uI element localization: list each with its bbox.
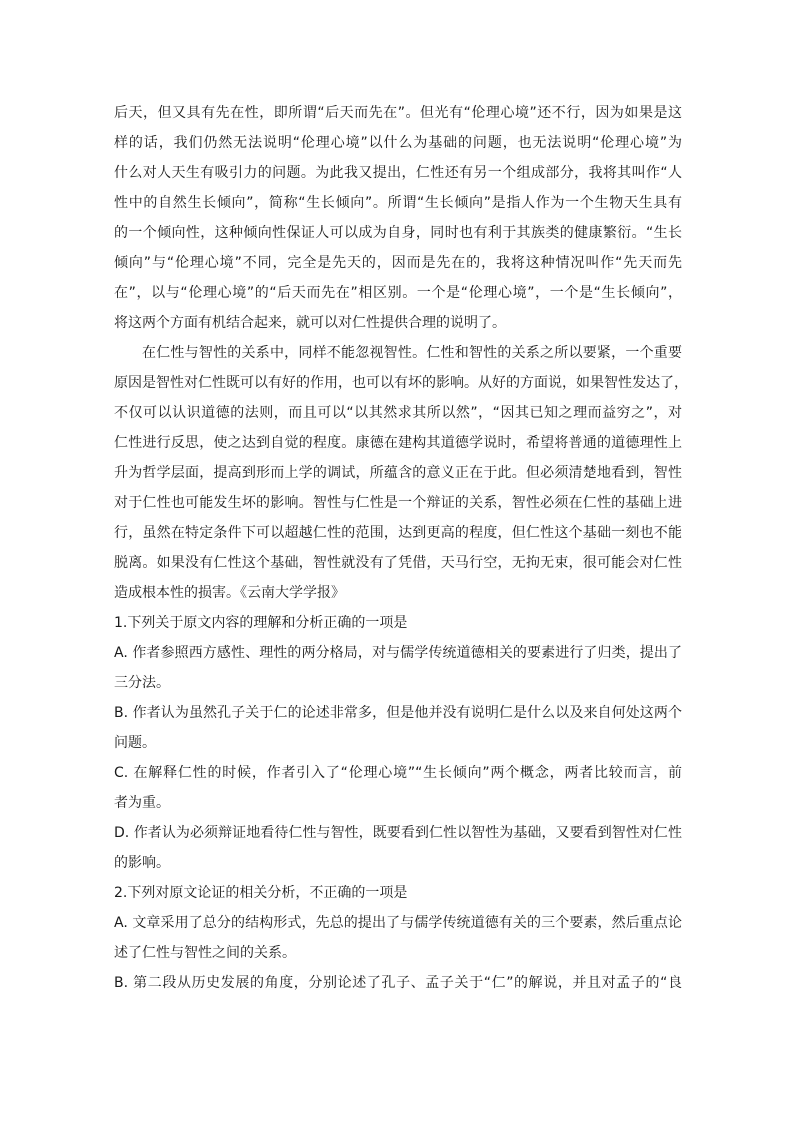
- question-stem: 1.下列关于原文内容的理解和分析正确的一项是: [114, 615, 408, 631]
- text-line: 性中的自然生长倾向”，简称“生长倾向”。所谓“生长倾向”是指人作为一个生物天生具有: [114, 195, 682, 211]
- text-line: 升为哲学层面，提高到形而上学的调试，所蕴含的意义正在于此。但必须清楚地看到，智性: [114, 465, 682, 481]
- option-line: 问题。: [114, 735, 156, 751]
- text-line: 倾向”与“伦理心境”不同，完全是先天的，因而是先在的，我将这种情况叫作“先天而先: [114, 255, 682, 271]
- text-line: 造成根本性的损害。《云南大学学报》: [114, 585, 345, 601]
- paragraph-1: [114, 98, 682, 338]
- text-line: 的一个倾向性，这种倾向性保证人可以成为自身，同时也有利于其族类的健康繁衍。“生长: [114, 225, 682, 241]
- text-line: 仁性进行反思，使之达到自觉的程度。康德在建构其道德学说时，希望将普通的道德理性上: [114, 435, 682, 451]
- option-c: [114, 758, 682, 818]
- option-line: 三分法。: [114, 675, 170, 691]
- option-a: [114, 908, 682, 968]
- text-line: 样的话，我们仍然无法说明“伦理心境”以什么为基础的问题，也无法说明“伦理心境”为: [114, 135, 682, 151]
- text-line: 什么对人天生有吸引力的问题。为此我又提出，仁性还有另一个组成部分，我将其叫作“人: [114, 165, 682, 181]
- option-line: C. 在解释仁性的时候，作者引入了“伦理心境”“生长倾向”两个概念，两者比较而言，前: [114, 765, 682, 781]
- option-b: [114, 968, 682, 998]
- text-line: 行，虽然在特定条件下可以超越仁性的范围，达到更高的程度，但仁性这个基础一刻也不能: [114, 525, 682, 541]
- paragraph-2: [114, 338, 688, 608]
- text-line: 脱离。如果没有仁性这个基础，智性就没有了凭借，天马行空，无拘无束，很可能会对仁性: [114, 555, 682, 571]
- text-line: 不仅可以认识道德的法则，而且可以“以其然求其所以然”，“因其已知之理而益穷之”，对: [114, 405, 682, 421]
- option-line: B. 作者认为虽然孔子关于仁的论述非常多，但是他并没有说明仁是什么以及来自何处这两个: [114, 705, 682, 721]
- text-line: 后天，但又具有先在性，即所谓“后天而先在”。但光有“伦理心境”还不行，因为如果是这: [114, 105, 682, 121]
- question-2: [114, 878, 682, 998]
- option-line: 者为重。: [114, 795, 170, 811]
- text-line: 将这两个方面有机结合起来，就可以对仁性提供合理的说明了。: [114, 315, 506, 331]
- option-line: 述了仁性与智性之间的关系。: [114, 945, 296, 961]
- option-line: 的影响。: [114, 855, 170, 871]
- option-b: [114, 698, 682, 758]
- question-1: [114, 608, 682, 878]
- option-line: B. 第二段从历史发展的角度，分别论述了孔子、孟子关于“仁”的解说，并且对孟子的“良: [114, 975, 682, 991]
- document-page: [114, 98, 688, 998]
- option-line: D. 作者认为必须辩证地看待仁性与智性，既要看到仁性以智性为基础，又要看到智性对仁性: [114, 825, 682, 841]
- text-line: 在”，以与“伦理心境”的“后天而先在”相区别。一个是“伦理心境”，一个是“生长倾向”，: [114, 285, 682, 301]
- option-line: A. 作者参照西方感性、理性的两分格局，对与儒学传统道德相关的要素进行了归类，提出了: [114, 645, 682, 661]
- option-line: A. 文章采用了总分的结构形式，先总的提出了与儒学传统道德有关的三个要素，然后重点论: [114, 915, 682, 931]
- text-line: 对于仁性也可能发生坏的影响。智性与仁性是一个辩证的关系，智性必须在仁性的基础上进: [114, 495, 682, 511]
- option-d: [114, 818, 682, 878]
- text-line: 原因是智性对仁性既可以有好的作用，也可以有坏的影响。从好的方面说，如果智性发达了，: [114, 375, 688, 391]
- text-line: 在仁性与智性的关系中，同样不能忽视智性。仁性和智性的关系之所以要紧，一个重要: [142, 345, 682, 361]
- question-stem: 2.下列对原文论证的相关分析，不正确的一项是: [114, 885, 408, 901]
- option-a: [114, 638, 682, 698]
